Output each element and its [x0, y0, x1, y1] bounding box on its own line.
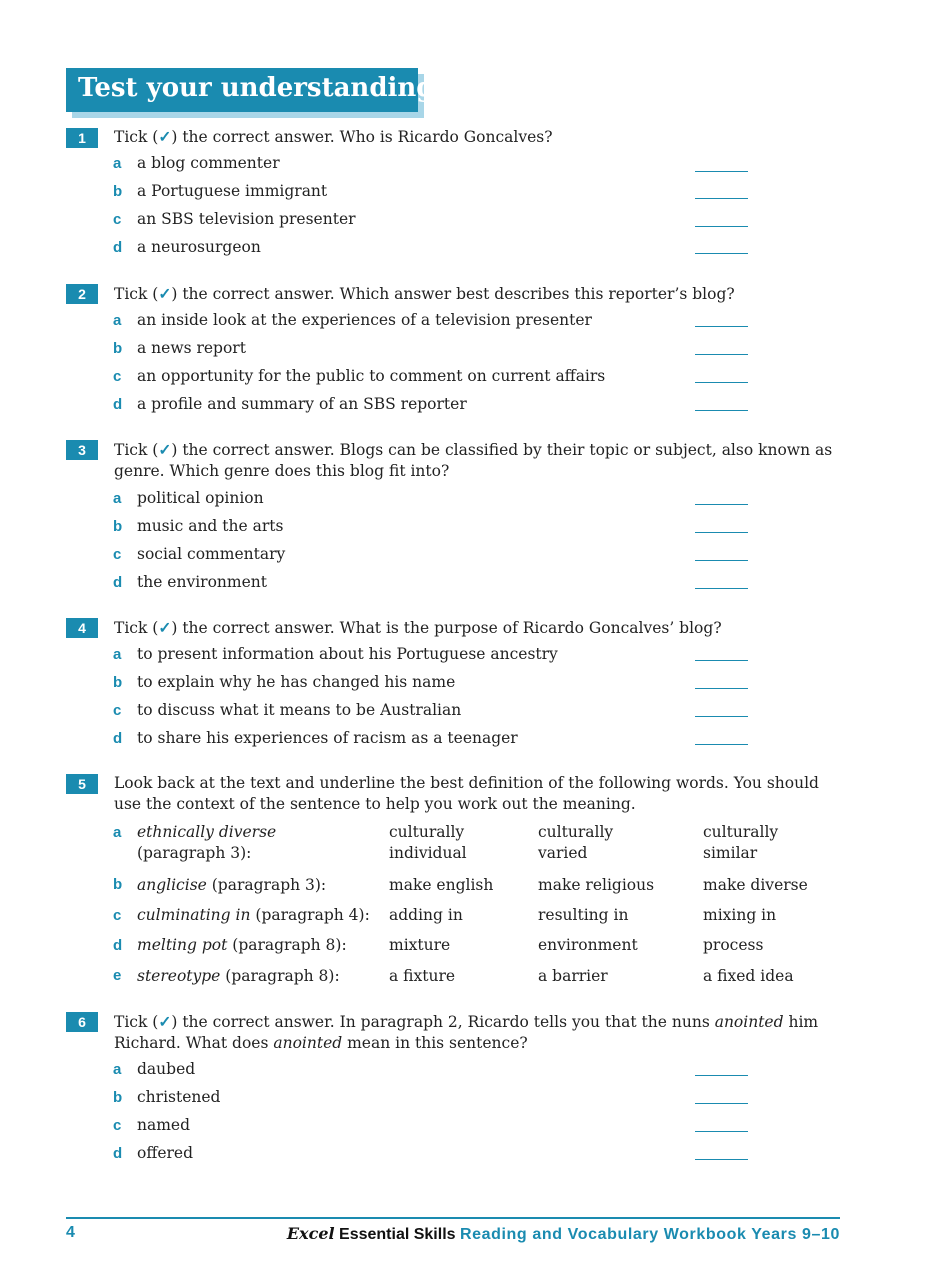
option-text: a neurosurgeon [137, 238, 261, 256]
option-text: a blog commenter [137, 154, 280, 172]
answer-blank[interactable] [695, 171, 748, 172]
option-text: to discuss what it means to be Australian [137, 701, 462, 719]
answer-blank[interactable] [695, 1075, 748, 1076]
option-text: an opportunity for the public to comment on current affairs [137, 367, 606, 385]
tick-icon: ✓ [158, 127, 172, 146]
option-text: named [137, 1116, 191, 1134]
option-text: offered [137, 1144, 194, 1162]
option-letter: b [113, 1089, 123, 1106]
option-letter: b [113, 340, 123, 357]
row-letter: e [113, 967, 122, 984]
definition-choice[interactable]: a fixed idea [703, 967, 794, 985]
definition-choice[interactable]: a fixture [389, 967, 456, 985]
option-letter: d [113, 239, 123, 256]
question-number-4: 4 [66, 618, 98, 638]
definition-choice[interactable]: make religious [538, 876, 655, 894]
term-cell: melting pot (paragraph 8): [137, 936, 347, 954]
answer-blank[interactable] [695, 660, 748, 661]
option-letter: d [113, 730, 123, 747]
question-number-1: 1 [66, 128, 98, 148]
term-cell: culminating in (paragraph 4): [137, 906, 370, 924]
option-letter: d [113, 574, 123, 591]
answer-blank[interactable] [695, 382, 748, 383]
option-letter: a [113, 490, 122, 507]
answer-blank[interactable] [695, 588, 748, 589]
question-number-3: 3 [66, 440, 98, 460]
option-letter: a [113, 155, 122, 172]
option-letter: a [113, 1061, 122, 1078]
answer-blank[interactable] [695, 532, 748, 533]
term-cell: anglicise (paragraph 3): [137, 876, 327, 894]
answer-blank[interactable] [695, 716, 748, 717]
term-cell: ethnically diverse (paragraph 3): [137, 823, 277, 862]
answer-blank[interactable] [695, 1103, 748, 1104]
tick-icon: ✓ [158, 440, 172, 459]
row-letter: c [113, 907, 122, 924]
definition-choice[interactable]: mixing in [703, 906, 777, 924]
tick-icon: ✓ [158, 1012, 172, 1031]
option-letter: a [113, 312, 122, 329]
question-6-text: Tick (✓) the correct answer. In paragraph 2, Ricardo tells you that the nuns anointed him Richard. What does anointed mean in this sentence? [114, 1012, 819, 1052]
answer-blank[interactable] [695, 1159, 748, 1160]
definition-choice[interactable]: culturally varied [538, 823, 614, 862]
term-cell: stereotype (paragraph 8): [137, 967, 340, 985]
answer-blank[interactable] [695, 560, 748, 561]
question-1-text: Tick (✓) the correct answer. Who is Ricardo Goncalves? [114, 127, 553, 146]
question-4-text: Tick (✓) the correct answer. What is the purpose of Ricardo Goncalves’ blog? [114, 618, 722, 637]
tick-icon: ✓ [158, 618, 172, 637]
question-2-text: Tick (✓) the correct answer. Which answer best describes this reporter’s blog? [114, 284, 735, 303]
question-5-text: Look back at the text and underline the best definition of the following words. You should use the context of the sentence to help you work out the meaning. [114, 774, 819, 813]
option-text: an inside look at the experiences of a television presenter [137, 311, 592, 329]
option-letter: c [113, 702, 122, 719]
definition-choice[interactable]: make english [389, 876, 494, 894]
footer-book-title: Excel Essential Skills Reading and Vocabulary Workbook Years 9–10 [286, 1224, 840, 1243]
row-letter: d [113, 937, 123, 954]
option-text: to share his experiences of racism as a teenager [137, 729, 518, 747]
option-letter: c [113, 368, 122, 385]
option-text: a news report [137, 339, 246, 357]
option-text: christened [137, 1088, 221, 1106]
definition-choice[interactable]: process [703, 936, 764, 954]
page-number: 4 [66, 1224, 75, 1241]
answer-blank[interactable] [695, 326, 748, 327]
question-number-2: 2 [66, 284, 98, 304]
option-letter: b [113, 518, 123, 535]
question-3-text: Tick (✓) the correct answer. Blogs can be classified by their topic or subject, also known as genre. Which genre does this blog fit into? [114, 440, 833, 480]
definition-choice[interactable]: environment [538, 936, 638, 954]
section-title-box [66, 68, 435, 112]
answer-blank[interactable] [695, 1131, 748, 1132]
option-letter: a [113, 646, 122, 663]
answer-blank[interactable] [695, 688, 748, 689]
definition-choice[interactable]: culturally individual [389, 823, 467, 862]
answer-blank[interactable] [695, 198, 748, 199]
definition-choice[interactable]: make diverse [703, 876, 808, 894]
row-letter: a [113, 824, 122, 841]
definition-choice[interactable]: culturally similar [703, 823, 779, 862]
option-text: daubed [137, 1060, 196, 1078]
question-number-6: 6 [66, 1012, 98, 1032]
option-letter: c [113, 546, 122, 563]
answer-blank[interactable] [695, 253, 748, 254]
answer-blank[interactable] [695, 504, 748, 505]
option-text: social commentary [137, 545, 286, 563]
option-letter: c [113, 211, 122, 228]
section-title: Test your understanding [78, 73, 435, 103]
option-text: to explain why he has changed his name [137, 673, 456, 691]
answer-blank[interactable] [695, 354, 748, 355]
option-text: a Portuguese immigrant [137, 182, 328, 200]
footer-rule [66, 1217, 840, 1219]
option-letter: d [113, 396, 123, 413]
option-text: an SBS television presenter [137, 210, 356, 228]
tick-icon: ✓ [158, 284, 172, 303]
option-text: political opinion [137, 489, 264, 507]
row-letter: b [113, 876, 123, 893]
option-letter: b [113, 674, 123, 691]
definition-choice[interactable]: resulting in [538, 906, 629, 924]
option-text: a profile and summary of an SBS reporter [137, 395, 467, 413]
definition-choice[interactable]: adding in [389, 906, 463, 924]
option-letter: b [113, 183, 123, 200]
question-number-5: 5 [66, 774, 98, 794]
answer-blank[interactable] [695, 226, 748, 227]
option-letter: c [113, 1117, 122, 1134]
option-text: music and the arts [137, 517, 284, 535]
option-letter: d [113, 1145, 123, 1162]
excel-logo: Excel [286, 1224, 335, 1243]
answer-blank[interactable] [695, 744, 748, 745]
definition-choice[interactable]: a barrier [538, 967, 608, 985]
option-text: the environment [137, 573, 267, 591]
answer-blank[interactable] [695, 410, 748, 411]
definition-choice[interactable]: mixture [389, 936, 451, 954]
option-text: to present information about his Portuguese ancestry [137, 645, 558, 663]
